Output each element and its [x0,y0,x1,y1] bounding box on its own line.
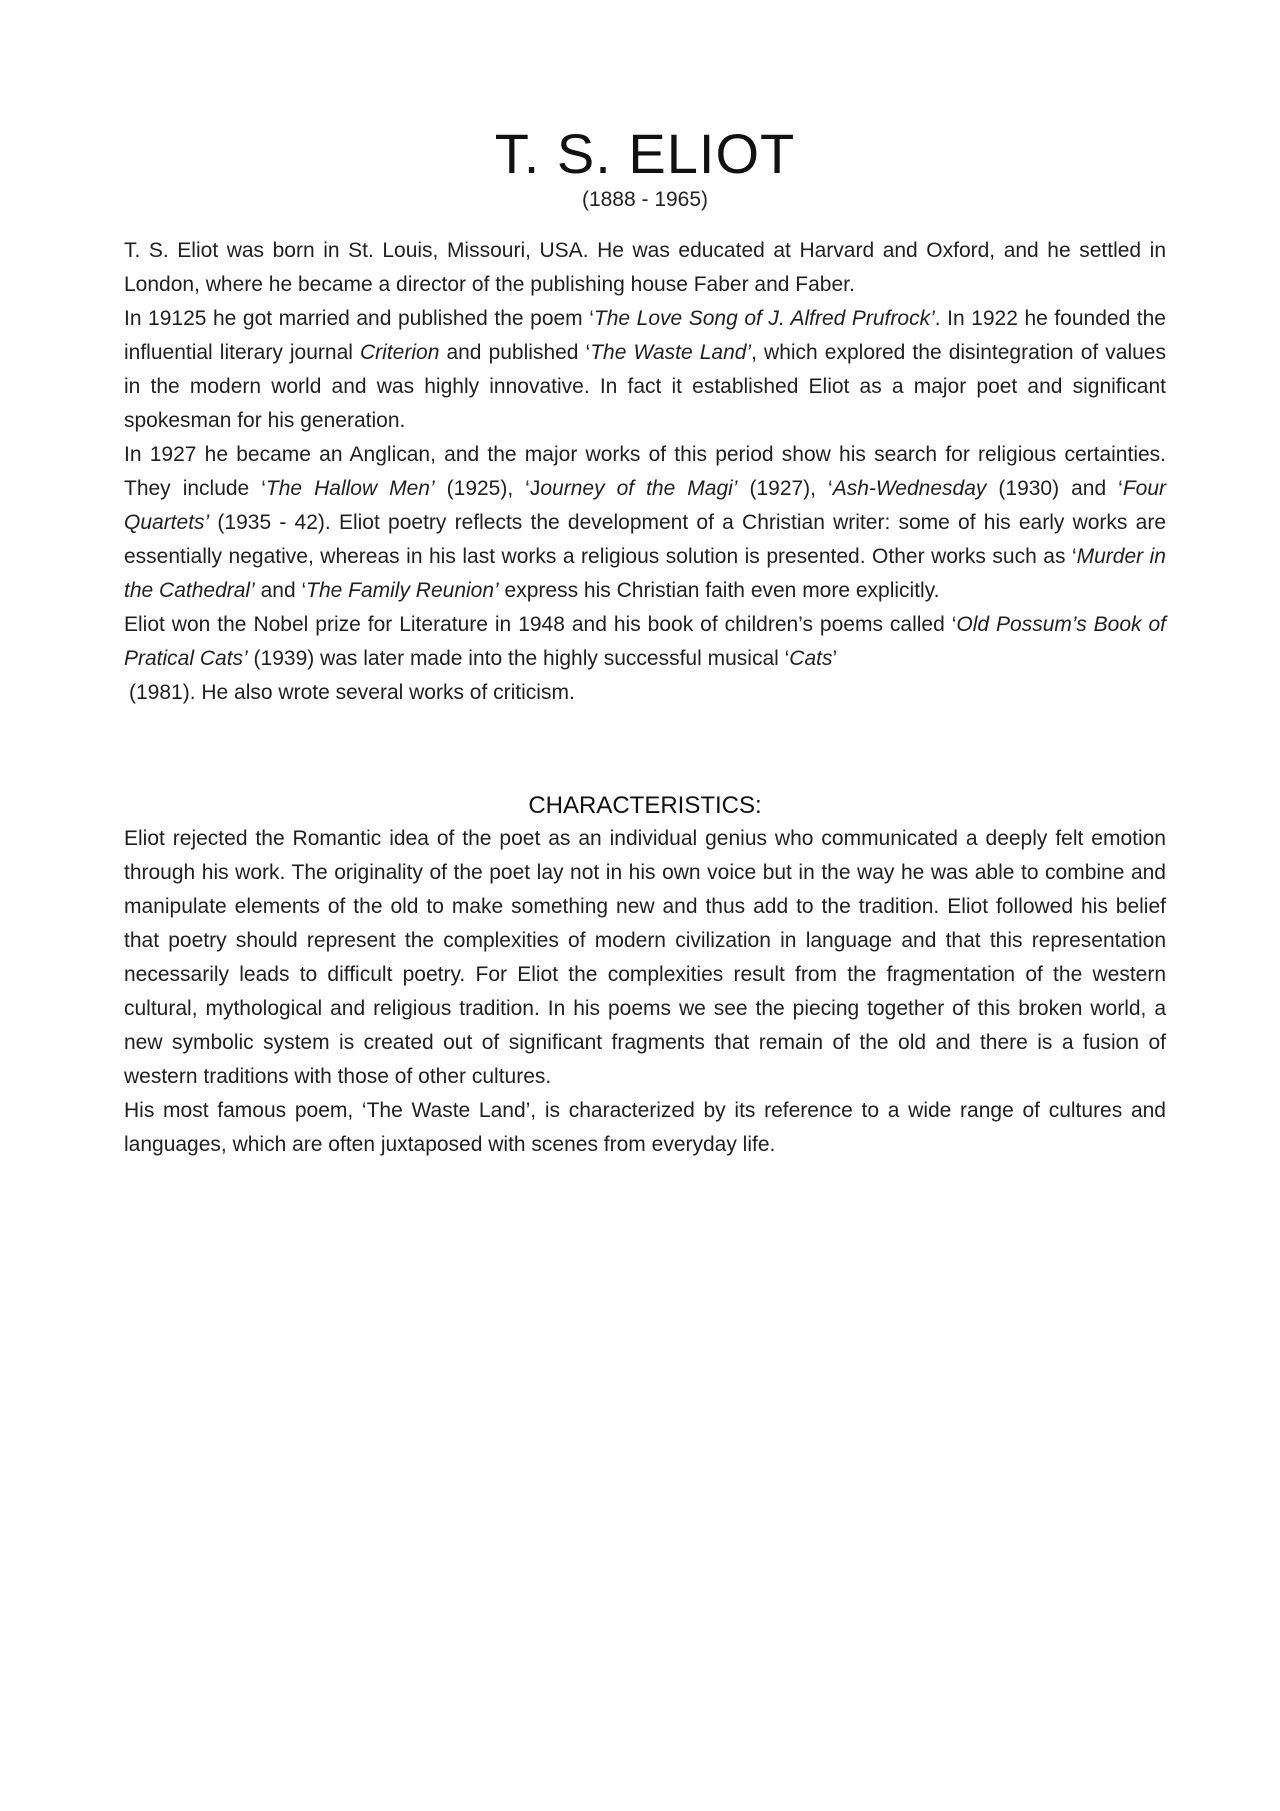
text-run: (1927), ‘ [737,477,833,500]
bio-paragraph-3 [124,438,1166,608]
text-run: and ‘ [254,579,307,602]
bio-paragraph-4 [124,608,1166,676]
work-title-criterion: Criterion [360,341,440,364]
text-run: (1939) was later made into the highly successful musical ‘ [247,647,790,670]
work-title-murder-cathedral: Murder in the Cathedral’ [124,545,1166,602]
page-title: T. S. ELIOT [494,122,796,185]
text-run: express his Christian faith even more explicitly. [498,579,940,602]
work-title-four-quartets: Four Quartets’ [124,477,1166,534]
bio-paragraph-1: T. S. Eliot was born in St. Louis, Missouri, USA. He was educated at Harvard and Oxford, and he settled in London, where he became a director of the publishing house Faber and Faber. [124,239,1166,296]
characteristics-paragraph-1: Eliot rejected the Romantic idea of the poet as an individual genius who communicated a deeply felt emotion through his work. The originality of the poet lay not in his own voice but in the way he was able to combine and manipulate elements of the old to make something new and thus add to the tradition. Eliot followed his belief that poetry should represent the complexities of modern civilization in language and that this representation necessarily leads to difficult poetry. For Eliot the complexities result from the fragmentation of the western cultural, mythological and religious tradition. In his poems we see the piecing together of this broken world, a new symbolic system is created out of significant fragments that remain of the old and there is a fusion of western traditions with those of other cultures. [124,827,1166,1088]
text-run: (1925), ‘J [434,477,541,500]
work-title-prufrock: The Love Song of J. Alfred Prufrock’ [593,307,935,330]
work-title-ash-wednesday: Ash-Wednesday [832,477,987,500]
text-run: In 1927 he became an Anglican, and the major works of this period show his search for religious certainties. They include ‘ [124,443,1166,500]
characteristics-paragraph-2: His most famous poem, ‘The Waste Land’, is characterized by its reference to a wide range of cultures and languages, which are often juxtaposed with scenes from everyday life. [124,1099,1166,1156]
text-run: (1930) and ‘ [986,477,1123,500]
text-run: and published ‘ [439,341,591,364]
text-run: , which explored the disintegration of values in the modern world and was highly innovative. In fact it established Eliot as a major poet and significant spokesman for his generation. [124,341,1166,432]
work-title-waste-land: The Waste Land’ [590,341,752,364]
work-title-old-possum: Old Possum’s Book of Pratical Cats’ [124,613,1166,670]
text-run: (1935 - 42). Eliot poetry reflects the development of a Christian writer: some of his early works are essentially negative, whereas in his last works a religious solution is presented. Other works such as ‘ [124,511,1166,568]
characteristics-heading: CHARACTERISTICS: [528,792,762,819]
work-title-journey-magi: ourney of the Magi’ [540,477,738,500]
text-run: Eliot won the Nobel prize for Literature in 1948 and his book of children’s poems called ‘ [124,613,957,636]
text-run: In 19125 he got married and published the poem ‘ [124,307,594,330]
life-dates: (1888 - 1965) [581,188,709,211]
work-title-family-reunion: The Family Reunion’ [306,579,499,602]
bio-paragraph-4-end: (1981). He also wrote several works of criticism. [129,681,575,704]
work-title-cats: Cats [789,647,833,670]
text-run: ’ [832,647,838,670]
text-run: . In 1922 he founded the influential literary journal [124,307,1166,364]
bio-paragraph-2 [124,302,1166,438]
document-page [124,122,1166,1162]
section-spacer [124,710,1166,790]
work-title-hallow-men: The Hallow Men’ [265,477,435,500]
